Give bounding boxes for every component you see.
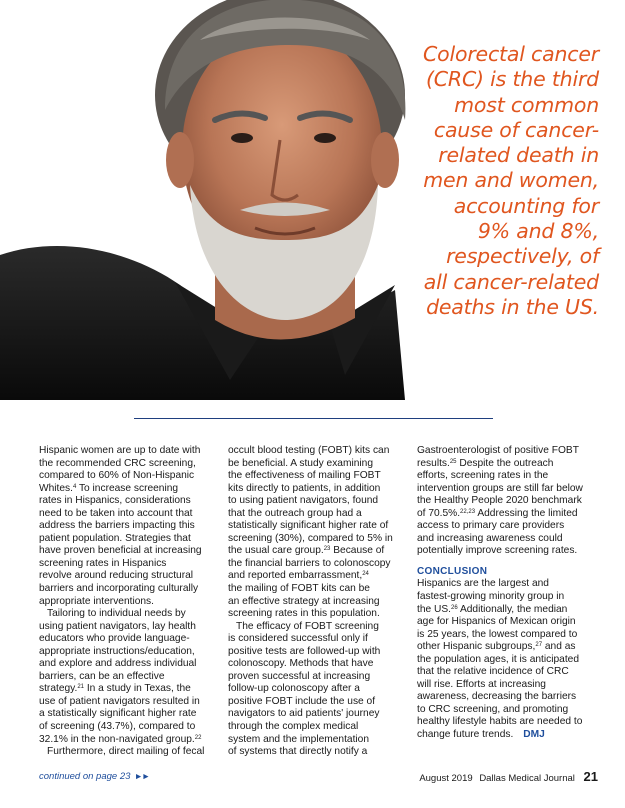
text-run: that the outreach group had a [228, 507, 362, 519]
text-run: In a study in Texas, the [84, 683, 191, 695]
text-run: Addressing the limited [475, 507, 578, 519]
text-line [228, 520, 409, 533]
text-run: occult blood testing (FOBT) kits can [228, 445, 390, 456]
pull-quote-line: respectively, of [446, 244, 599, 269]
conclusion-heading: CONCLUSION [417, 565, 488, 577]
citation-superscript: 23 [323, 546, 331, 553]
text-run: that the relative incidence of CRC [417, 666, 569, 678]
pull-quote-line: deaths in the US. [426, 294, 599, 319]
text-run: screening rates in this population. [228, 608, 380, 620]
text-line [39, 633, 219, 646]
text-run: awareness, decreasing the barriers [417, 691, 577, 703]
text-run: navigators to aid patients' journey [228, 708, 380, 720]
text-line [39, 708, 219, 721]
text-run: use of patient navigators resulted in [39, 695, 200, 707]
pull-quote-line: related death in [438, 143, 599, 168]
text-run: other Hispanic subgroups, [417, 641, 536, 653]
text-line [39, 545, 219, 558]
text-run: address the barriers impacting this [39, 520, 195, 532]
text-run: Furthermore, direct mailing of fecal [47, 746, 205, 758]
text-line [39, 646, 219, 659]
citation-superscript: 25 [449, 458, 457, 465]
text-line [417, 520, 599, 533]
text-run: a statistically significant higher rate [39, 708, 197, 720]
text-run: need to be taken into account that [39, 507, 193, 519]
text-run: Whites. [39, 482, 73, 494]
text-run: and as [542, 641, 576, 653]
text-run: screening (30%), compared to 5% in [228, 532, 393, 544]
text-run: screening rates in Hispanics [39, 557, 167, 569]
text-line [417, 591, 599, 604]
text-run: appropriate instructions/education, [39, 645, 195, 657]
text-line [228, 445, 409, 458]
text-run: the mailing of FOBT kits can be [228, 583, 370, 595]
text-line [228, 570, 409, 583]
pull-quote-line: most common [454, 92, 599, 117]
text-run: the financial barriers to colonoscopy [228, 557, 391, 569]
text-run: To increase screening [76, 482, 179, 494]
text-run: positive FOBT include the use of [228, 695, 376, 707]
text-run: the US. [417, 603, 451, 615]
text-line [228, 621, 409, 634]
text-run: results. [417, 457, 450, 469]
text-line [228, 696, 409, 709]
text-run: revolve around reducing structural [39, 570, 194, 582]
text-line [417, 616, 599, 629]
text-run: age for Hispanics of Mexican origin [417, 616, 576, 628]
text-line [417, 604, 599, 617]
text-run: the usual care group. [228, 545, 324, 557]
issue-date: August 2019 [419, 773, 473, 784]
text-line [39, 683, 219, 696]
text-line [39, 570, 219, 583]
text-run: patient population. Strategies that [39, 532, 191, 544]
text-run: access to primary care providers [417, 520, 565, 532]
pull-quote-line: (CRC) is the third [425, 67, 599, 92]
text-line [228, 708, 409, 721]
text-run: and explore and address individual [39, 658, 197, 670]
text-run: will rise. Efforts at increasing [417, 678, 546, 690]
text-line [228, 508, 409, 521]
text-line [39, 746, 219, 759]
text-run: colonoscopy. Methods that have [228, 658, 374, 670]
text-line [228, 470, 409, 483]
text-line [417, 470, 599, 483]
pull-quote-line: all cancer-related [423, 269, 599, 294]
text-run: intervention groups are still far below [417, 482, 583, 494]
text-line [417, 704, 599, 717]
text-run: educators who provide language- [39, 633, 190, 645]
text-line [39, 470, 219, 483]
column-3-intro [417, 445, 599, 558]
text-line [417, 629, 599, 642]
text-line [39, 558, 219, 571]
text-line [39, 483, 219, 496]
text-line [39, 445, 219, 458]
text-line [417, 495, 599, 508]
page-footer [419, 769, 598, 784]
pull-quote-line: Colorectal cancer [423, 42, 599, 66]
text-run: have proven beneficial at increasing [39, 545, 202, 557]
text-line [228, 483, 409, 496]
text-run: The efficacy of FOBT screening [236, 620, 379, 632]
page-number: 21 [583, 769, 598, 784]
text-line [228, 683, 409, 696]
text-line [39, 533, 219, 546]
text-line [417, 483, 599, 496]
text-line [39, 721, 219, 734]
text-run: an effective strategy at increasing [228, 595, 380, 607]
continued-label: continued on page 23 [39, 771, 131, 782]
text-run: system and the implementation [228, 733, 369, 745]
text-run: strategy. [39, 683, 78, 695]
conclusion-body [417, 578, 599, 741]
text-run: barriers, can be an effective [39, 670, 165, 682]
text-line [417, 545, 599, 558]
text-run: potentially improve screening rates. [417, 545, 578, 557]
text-line [39, 458, 219, 471]
text-run: the recommended CRC screening, [39, 457, 196, 469]
citation-superscript: 27 [535, 642, 543, 649]
text-run: to CRC screening, and promoting [417, 703, 569, 715]
text-line [417, 445, 599, 458]
text-line [228, 495, 409, 508]
text-run: the population ages, it is anticipated [417, 653, 579, 665]
text-line [39, 621, 219, 634]
text-run: is 25 years, the lowest compared to [417, 628, 578, 640]
text-run: Gastroenterologist of positive FOBT [417, 445, 579, 456]
text-line [417, 533, 599, 546]
divider [134, 418, 493, 419]
text-run: Additionally, the median [457, 603, 568, 615]
text-line [39, 608, 219, 621]
text-line [228, 671, 409, 684]
text-line [417, 679, 599, 692]
text-line [228, 596, 409, 609]
citation-superscript: 24 [362, 571, 369, 578]
text-line [39, 583, 219, 596]
text-line [417, 578, 599, 591]
pull-quote [339, 42, 599, 320]
text-line [228, 558, 409, 571]
pull-quote-line: cause of cancer- [433, 117, 599, 142]
text-run: of systems that directly notify a [228, 746, 368, 758]
pull-quote-line: accounting for [453, 193, 599, 218]
text-run: change future trends. [417, 729, 514, 741]
text-line [417, 641, 599, 654]
text-line [417, 458, 599, 471]
text-run: positive tests are followed-up with [228, 645, 381, 657]
text-line [228, 583, 409, 596]
text-line [228, 608, 409, 621]
text-line [228, 458, 409, 471]
text-column-2 [228, 445, 409, 759]
text-run: Hispanic women are up to date with [39, 445, 201, 456]
text-run: through the complex medical [228, 721, 359, 733]
text-line [417, 729, 599, 742]
text-run: and increasing awareness could [417, 532, 563, 544]
text-column-3 [417, 445, 599, 742]
text-run: be beneficial. A study examining [228, 457, 373, 469]
citation-superscript: 26 [450, 604, 458, 611]
text-line [228, 533, 409, 546]
text-line [417, 691, 599, 704]
text-line [228, 746, 409, 759]
text-run: statistically significant higher rate of [228, 520, 389, 532]
text-run: the Healthy People 2020 benchmark [417, 495, 582, 507]
text-run: compared to 60% of Non-Hispanic [39, 470, 195, 482]
text-line [417, 508, 599, 521]
text-run: of screening (43.7%), compared to [39, 721, 196, 733]
text-line [228, 658, 409, 671]
text-run: barriers and incorporating culturally [39, 583, 199, 595]
text-run: rates in Hispanics, considerations [39, 495, 191, 507]
text-run: efforts, screening rates in the [417, 470, 549, 482]
text-run: fastest-growing minority group in [417, 591, 565, 603]
text-run: Tailoring to individual needs by [47, 608, 186, 620]
text-line [39, 596, 219, 609]
text-line [39, 696, 219, 709]
text-run: Despite the outreach [456, 457, 554, 469]
text-line [39, 520, 219, 533]
text-run: appropriate interventions. [39, 595, 154, 607]
text-run: healthy lifestyle habits are needed to [417, 716, 583, 728]
text-line [39, 734, 219, 747]
text-line [228, 633, 409, 646]
text-run: using patient navigators, lay health [39, 620, 196, 632]
citation-superscript: 22,23 [460, 508, 476, 515]
citation-superscript: 22 [194, 734, 202, 741]
text-run: kits directly to patients, in addition [228, 482, 381, 494]
citation-superscript: 4 [72, 483, 77, 490]
journal-name: Dallas Medical Journal [479, 773, 575, 784]
pull-quote-line: men and women, [423, 168, 599, 193]
text-line [417, 654, 599, 667]
text-run: is considered successful only if [228, 633, 368, 645]
signature-initials: DMJ [523, 729, 545, 741]
text-line [39, 508, 219, 521]
text-line [39, 495, 219, 508]
text-line [228, 646, 409, 659]
text-line [417, 666, 599, 679]
text-line [39, 671, 219, 684]
text-line [228, 721, 409, 734]
text-run: 32.1% in the non-navigated group. [39, 733, 195, 745]
citation-superscript: 21 [77, 684, 84, 691]
pull-quote-line: 9% and 8%, [477, 219, 599, 244]
text-run: to using patient navigators, found [228, 495, 379, 507]
text-run: proven successful at increasing [228, 670, 371, 682]
text-run: of 70.5%. [417, 507, 461, 519]
text-run: Hispanics are the largest and [417, 578, 549, 590]
text-run: the effectiveness of mailing FOBT [228, 470, 381, 482]
text-line [39, 658, 219, 671]
text-run: follow-up colonoscopy after a [228, 683, 360, 695]
text-line [228, 545, 409, 558]
text-line [228, 734, 409, 747]
continued-note[interactable] [39, 771, 149, 782]
double-arrow-icon: ►► [134, 771, 150, 781]
text-column-1 [39, 445, 219, 759]
text-run: Because of [330, 545, 385, 557]
text-line [417, 716, 599, 729]
text-run: and reported embarrassment, [228, 570, 363, 582]
